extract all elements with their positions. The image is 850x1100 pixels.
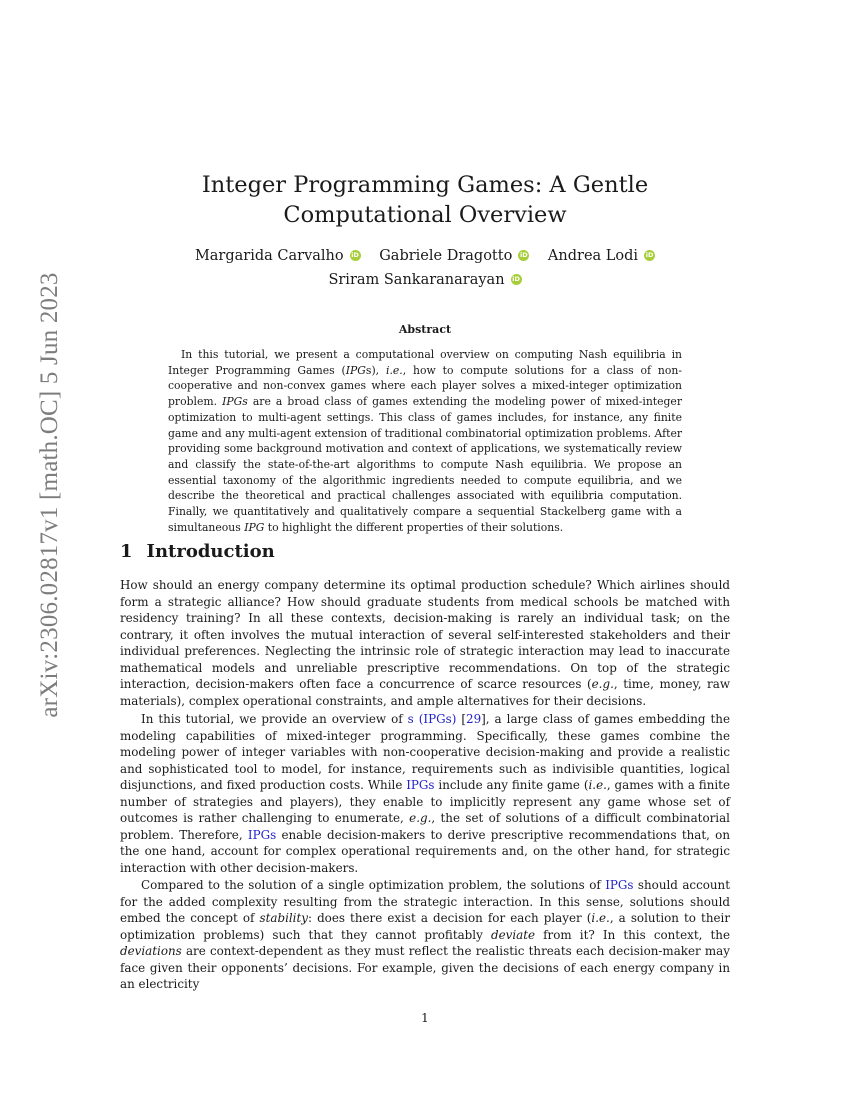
author-dragotto	[379, 248, 529, 264]
author-name: Andrea Lodi	[547, 248, 639, 264]
abstract-heading: Abstract	[398, 323, 452, 336]
intro-paragraph-1: How should an energy company determine its optimal production schedule? Which airlines should form a strategic alliance? How should graduate students from medical schools be matched with residency training? In all these contexts, decision-making is rarely an individual task; on the contrary, it often involves the mutual interaction of several self-interested stakeholders and their individual preferences. Neglecting the intrinsic role of strategic interaction may lead to inaccurate mathematical models and unreliable prescriptive recommendations. On top of the strategic interaction, decision-makers often face a concurrence of scarce resources (e.g., time, money, raw materials), complex operational constraints, and ample alternatives for their decisions.	[120, 578, 731, 708]
orcid-icon[interactable]: iD	[520, 251, 528, 259]
orcid-icon[interactable]: iD	[351, 251, 359, 259]
author-line-1	[120, 246, 730, 266]
author-name: Gabriele Dragotto	[379, 248, 513, 264]
section-heading	[120, 541, 275, 562]
intro-paragraph-2: In this tutorial, we provide an overview of s (IPGs) [29], a large class of games embedding the modeling capabilities of mixed-integer programming. Specifically, these games combine the modeling power of integer variables with non-cooperative decision-making and provide a realistic and sophisticated tool to model, for instance, requirements such as indivisible quantities, logical disjunctions, and fixed production costs. While IPGs include any finite game (i.e., games with a finite number of strategies and players), they enable to implicitly represent any game whose set of outcomes is rather challenging to enumerate, e.g., the set of solutions of a difficult combinatorial problem. Therefore, IPGs enable decision-makers to derive prescriptive recommendations that, on the one hand, account for complex operational requirements and, on the other hand, for strategic interaction with other decision-makers.	[120, 712, 730, 875]
intro-paragraph-3: Compared to the solution of a single optimization problem, the solutions of IPGs should account for the added complexity resulting from the strategic interaction. In this sense, solutions should embed the concept of stability: does there exist a decision for each player (i.e., a solution to their optimization problems) such that they cannot profitably deviate from it? In this context, the deviations are context-dependent as they must reflect the realistic threats each decision-maker may face given their opponents’ decisions. For example, given the decisions of each energy company in an electricity	[120, 878, 731, 991]
author-name: Sriram Sankaranarayan	[328, 272, 505, 288]
ipg-link[interactable]: s (IPGs)	[407, 712, 457, 726]
abstract-body: In this tutorial, we present a computational overview on computing Nash equilibria in Integer Programming Games (IPGs), i.e., how to compute solutions for a class of non-cooperative and non-convex games where each player solves a mixed-integer optimization problem. IPGs are a broad class of games extending the modeling power of mixed-integer optimization to multi-agent settings. This class of games includes, for instance, any finite game and any multi-agent extension of traditional combinatorial optimization problems. After providing some background motivation and context of applications, we systematically review and classify the state-of-the-art algorithms to compute Nash equilibria. We propose an essential taxonomy of the algorithmic ingredients needed to compute equilibria, and we describe the theoretical and practical challenges associated with equilibria computation. Finally, we quantitatively and qualitatively compare a sequential Stackelberg game with a simultaneous IPG to highlight the different properties of their solutions.	[168, 348, 682, 534]
author-line-2	[120, 270, 730, 290]
orcid-icon[interactable]: iD	[512, 275, 520, 283]
author-lodi	[548, 248, 655, 264]
author-carvalho	[195, 248, 361, 264]
section-title: Introduction	[146, 541, 275, 562]
author-sankaranarayan	[328, 272, 521, 288]
ipg-link[interactable]: IPGs	[247, 827, 277, 842]
page-number: 1	[421, 1011, 429, 1025]
ipg-link[interactable]: IPGs	[406, 778, 435, 792]
ipg-link[interactable]: IPGs	[605, 878, 634, 892]
arxiv-stamp: arXiv:2306.02817v1 [math.OC] 5 Jun 2023	[36, 272, 63, 718]
paper-title: Integer Programming Games: A Gentle Computational Overview	[201, 172, 649, 228]
section-number: 1	[120, 541, 133, 562]
citation-link[interactable]: 29	[466, 712, 482, 726]
orcid-icon[interactable]: iD	[645, 251, 654, 259]
author-name: Margarida Carvalho	[194, 248, 344, 264]
